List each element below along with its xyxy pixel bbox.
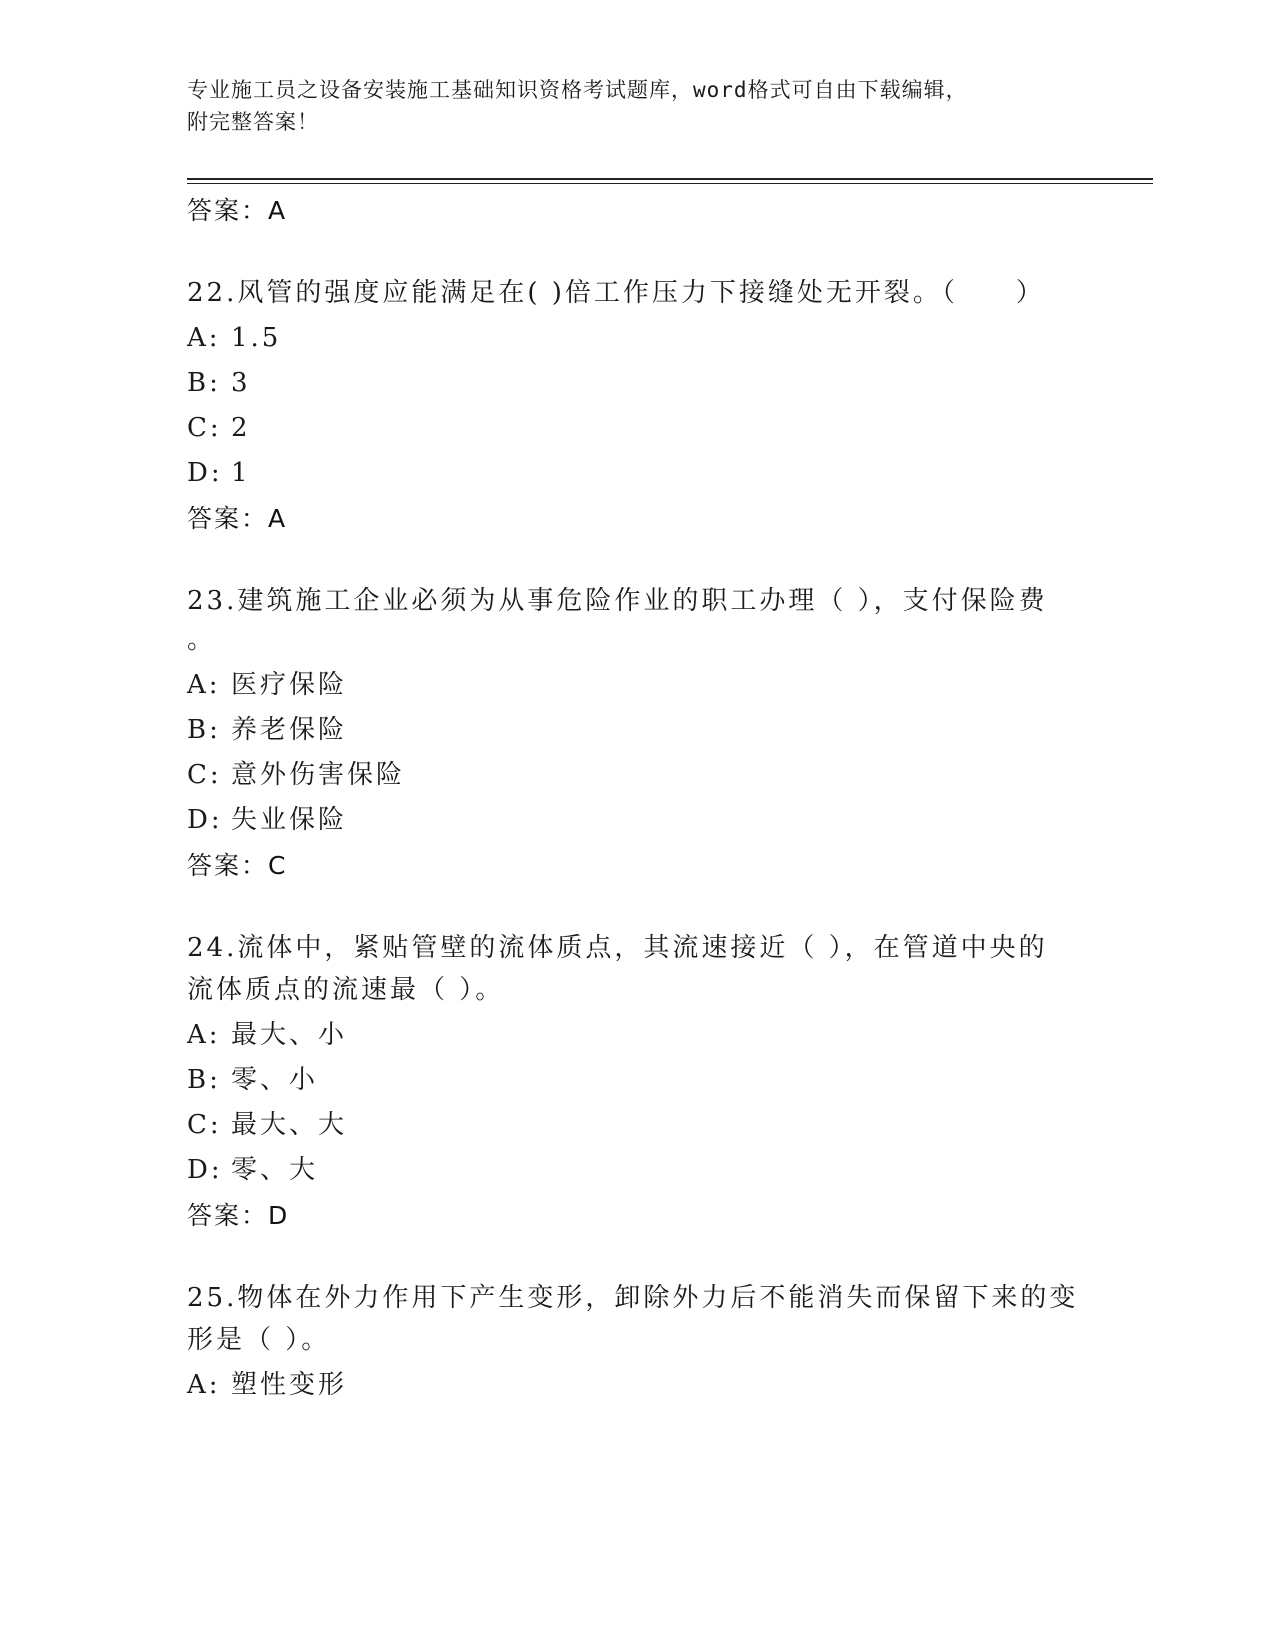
option-b	[187, 1058, 1087, 1103]
option-text: 失业保险	[231, 805, 348, 835]
option-text: 塑性变形	[231, 1370, 348, 1400]
question-text-continued: 。	[187, 625, 217, 655]
option-text: 养老保险	[231, 715, 348, 745]
option-d	[187, 798, 1087, 843]
question-text: 24.流体中，紧贴管壁的流体质点，其流速接近（ ），在管道中央的	[187, 933, 1048, 963]
option-letter: C:	[187, 760, 222, 790]
option-a	[187, 1013, 1087, 1058]
option-letter: C:	[187, 413, 222, 443]
option-letter: B:	[187, 368, 221, 398]
page-header	[187, 74, 1067, 138]
header-line-2: 附完整答案！	[187, 110, 319, 134]
option-c	[187, 753, 1087, 798]
answer-line: 答案：A	[187, 504, 288, 533]
question-text: 23.建筑施工企业必须为从事危险作业的职工办理（ ），支付保险费	[187, 586, 1048, 616]
answer-line: 答案：C	[187, 851, 288, 880]
option-letter: A:	[187, 1370, 221, 1400]
option-c	[187, 406, 1087, 451]
answer-line: 答案：A	[187, 196, 288, 225]
question-list	[187, 188, 1087, 1408]
question-text-continued: 形是（ ）。	[187, 1325, 331, 1355]
option-letter: D:	[187, 805, 223, 835]
option-c	[187, 1103, 1087, 1148]
option-letter: A:	[187, 323, 221, 353]
option-text: 3	[231, 368, 251, 398]
option-a	[187, 316, 1087, 361]
question-block	[187, 270, 1087, 542]
option-letter: D:	[187, 458, 223, 488]
header-line-1: 专业施工员之设备安装施工基础知识资格考试题库，word格式可自由下载编辑，	[187, 78, 968, 102]
option-letter: A:	[187, 670, 221, 700]
option-text: 1.5	[231, 323, 282, 353]
option-d	[187, 451, 1087, 496]
option-text: 1	[231, 458, 251, 488]
question-text: 25.物体在外力作用下产生变形，卸除外力后不能消失而保留下来的变	[187, 1283, 1079, 1313]
option-d	[187, 1148, 1087, 1193]
header-rule-thin	[187, 183, 1153, 184]
answer-line: 答案：D	[187, 1201, 290, 1230]
question-block	[187, 1275, 1087, 1408]
option-letter: B:	[187, 715, 221, 745]
option-text: 零、大	[231, 1155, 319, 1185]
option-text: 最大、小	[231, 1020, 348, 1050]
option-letter: D:	[187, 1155, 223, 1185]
question-text-continued: 流体质点的流速最（ ）。	[187, 975, 505, 1005]
option-text: 零、小	[231, 1065, 319, 1095]
option-text: 2	[231, 413, 251, 443]
question-text: 22.风管的强度应能满足在( )倍工作压力下接缝处无开裂。（ ）	[187, 278, 1045, 308]
option-letter: A:	[187, 1020, 221, 1050]
option-b	[187, 708, 1087, 753]
question-block	[187, 925, 1087, 1239]
option-text: 意外伤害保险	[231, 760, 406, 790]
option-text: 医疗保险	[231, 670, 348, 700]
header-rule-thick	[187, 178, 1153, 180]
option-a	[187, 1363, 1087, 1408]
option-text: 最大、大	[231, 1110, 348, 1140]
option-letter: B:	[187, 1065, 221, 1095]
question-block	[187, 578, 1087, 889]
option-letter: C:	[187, 1110, 222, 1140]
option-b	[187, 361, 1087, 406]
option-a	[187, 663, 1087, 708]
